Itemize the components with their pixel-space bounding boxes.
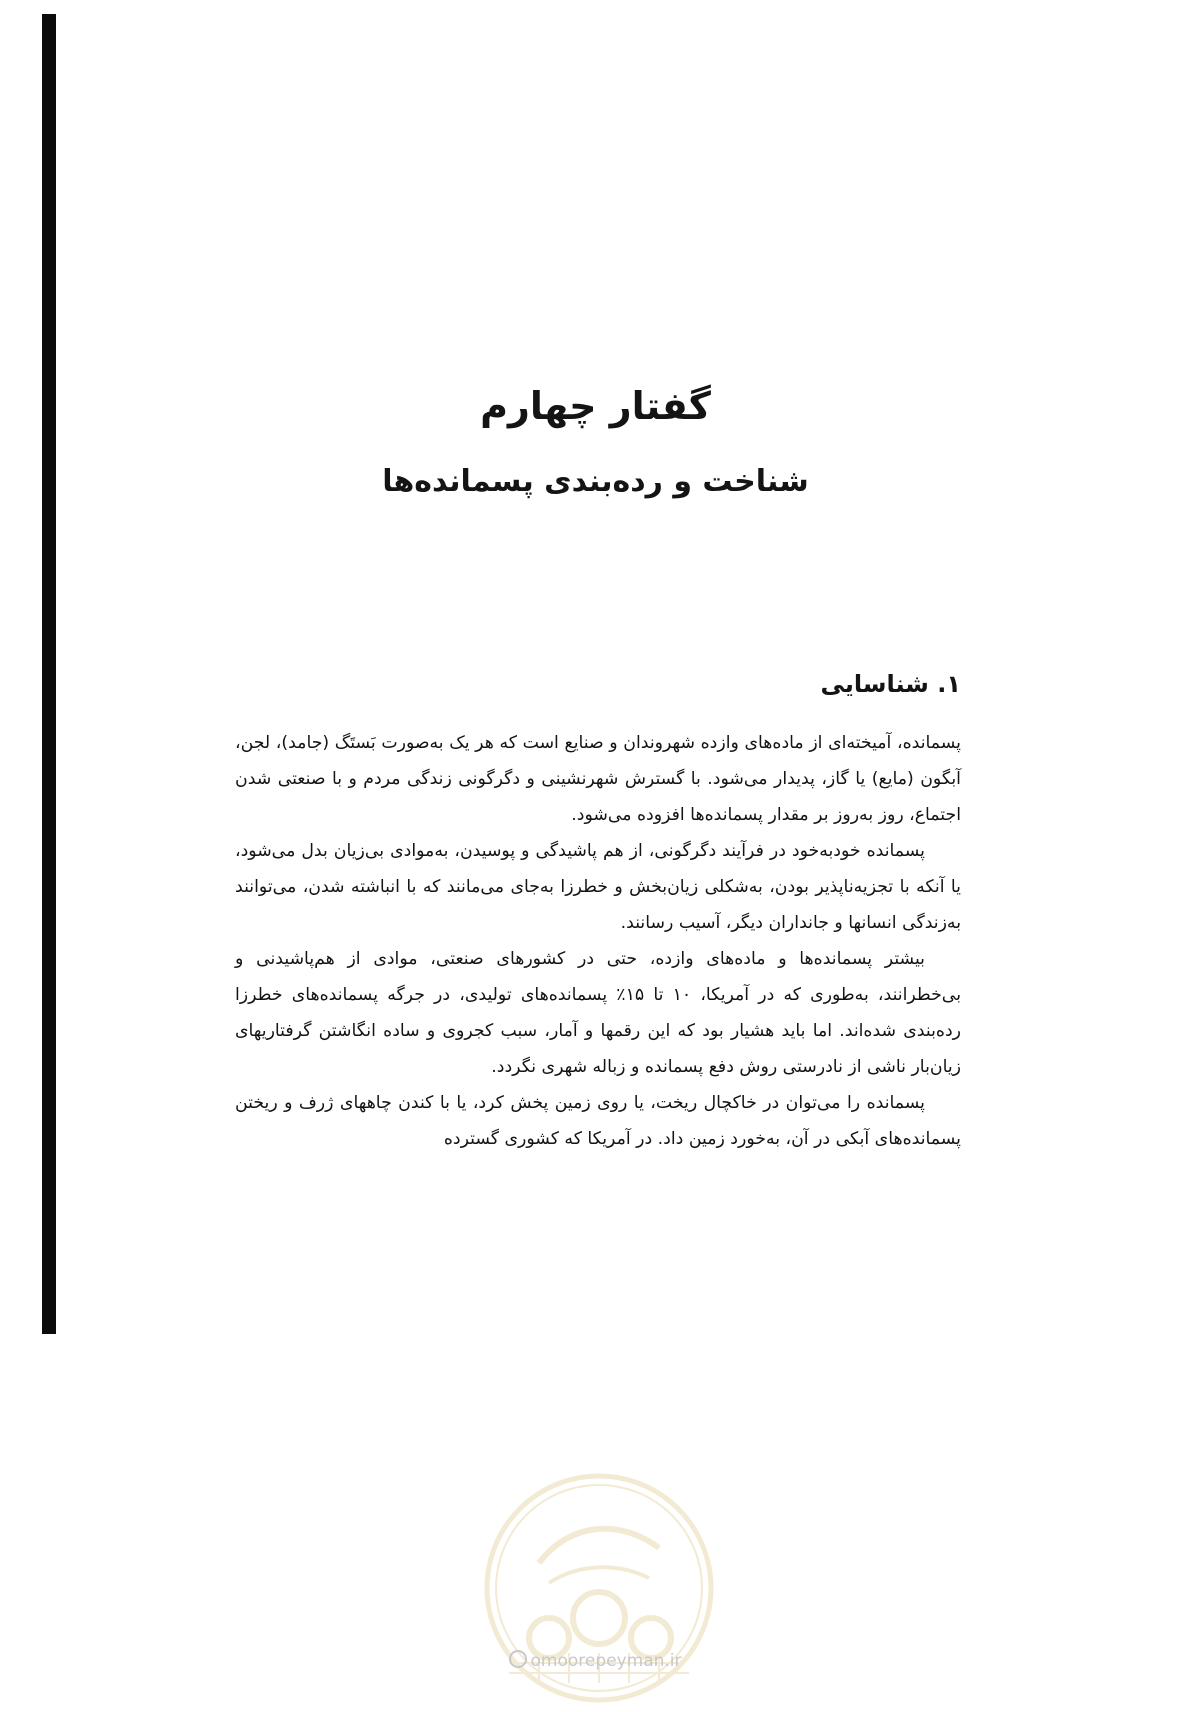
logo-emblem-icon [479, 1468, 719, 1708]
paragraph: پسمانده، آمیخته‌ای از ماده‌های وازده شهروندان و صنایع است که هر یک به‌صورت بَستَگ (جامد)، لجن، آبگون (مایع) یا گاز، پدیدار می‌شود. با گسترش شهرنشینی و دگرگونی زندگی مردم و با صنعتی شدن اجتماع، روز به‌روز بر مقدار پسمانده‌ها افزوده می‌شود. [235, 733, 961, 825]
section-heading [821, 670, 961, 698]
chapter-title: گفتار چهارم [480, 384, 711, 428]
scan-edge-bar [42, 14, 56, 1334]
watermark-logo [479, 1468, 719, 1708]
chapter-subtitle: شناخت و رده‌بندی پسمانده‌ها [382, 464, 809, 499]
site-url [0, 1650, 1191, 1671]
paragraph: پسمانده خودبه‌خود در فرآیند دگرگونی، از هم پاشیدگی و پوسیدن، به‌موادی بی‌زیان بدل می‌شود، یا آنکه با تجزیه‌ناپذیر بودن، به‌شکلی زیان‌بخش و خطرزا به‌جای می‌مانند که با انباشته شدن، می‌توانند به‌زندگی انسانها و جانداران دیگر، آسیب رسانند. [235, 841, 961, 933]
section-number: ۱. [937, 670, 961, 698]
body-text [235, 725, 961, 1157]
section-title: شناسایی [820, 670, 929, 698]
paragraph: پسمانده را می‌توان در خاکچال ریخت، یا روی زمین پخش کرد، یا با کندن چاههای ژرف و ریختن پسمانده‌های آبکی در آن، به‌خورد زمین داد. در آمریکا که کشوری گسترده [235, 1093, 961, 1149]
site-url-text: omoorepeyman.ir [530, 1651, 682, 1671]
paragraph: بیشتر پسمانده‌ها و ماده‌های وازده، حتی در کشورهای صنعتی، موادی از هم‌پاشیدنی و بی‌خطرانند، به‌طوری که در آمریکا، ۱۰ تا ۱۵٪ پسمانده‌های تولیدی، در جرگه پسمانده‌های خطرزا رده‌بندی شده‌اند. اما باید هشیار بود که این رقمها و آمار، سبب کجروی و ساده انگاشتن گرفتاریهای زیان‌بار ناشی از نادرستی روش دفع پسمانده و زباله شهری نگردد. [235, 949, 962, 1077]
at-sign-icon [509, 1650, 527, 1668]
